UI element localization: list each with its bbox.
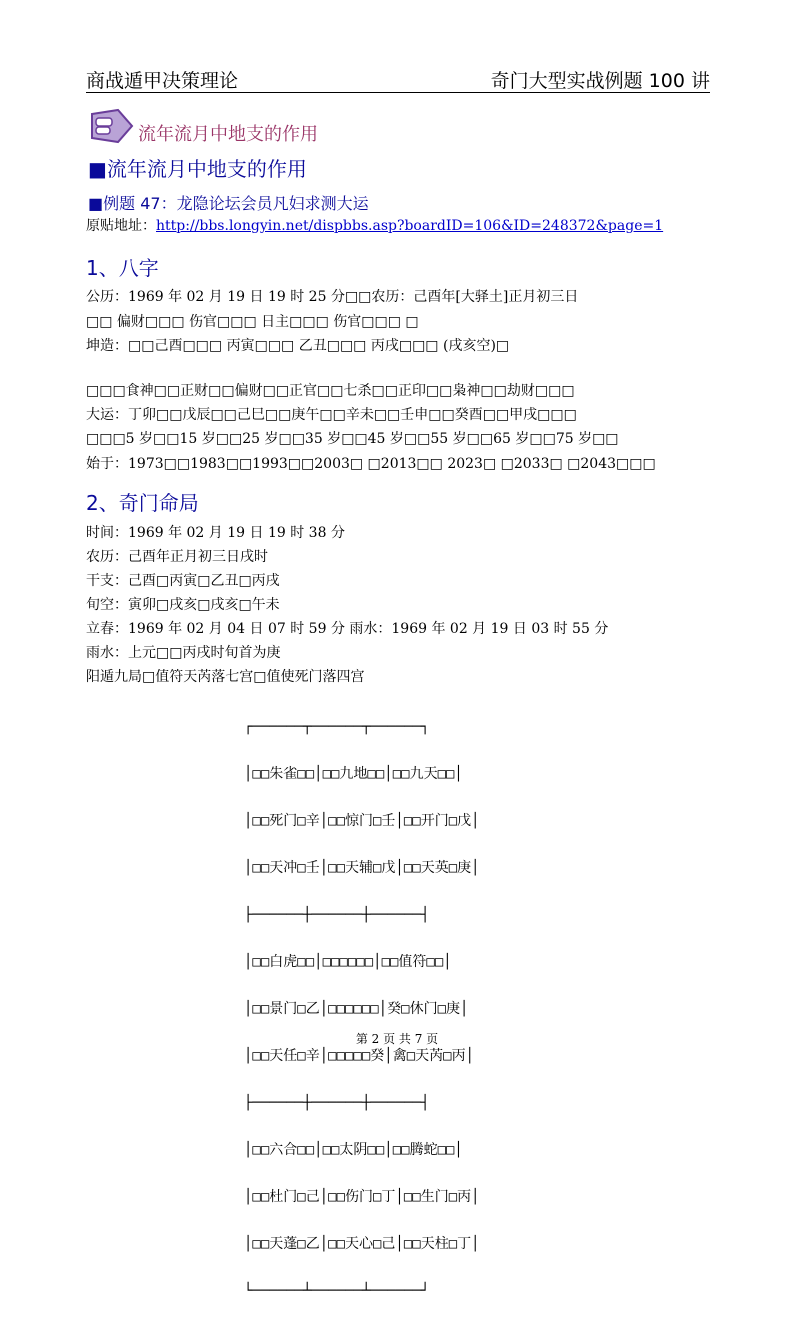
- qimen-line: 农历：己酉年正月初三日戌时: [86, 549, 268, 565]
- qimen-chart-grid: [244, 692, 480, 1327]
- bazi-line: 大运：丁卯□□戊辰□□己巳□□庚午□□辛未□□壬申□□癸酉□□甲戌□□□: [86, 407, 577, 423]
- header-right-title: 奇门大型实战例题 100 讲: [490, 70, 710, 92]
- header-left-title: 商战遁甲决策理论: [86, 70, 239, 92]
- grid-row: ├──────┼──────┼──────┤: [244, 1094, 430, 1111]
- example-heading: ■例题 47：龙隐论坛会员凡妇求测大运: [88, 194, 369, 213]
- grid-row: │□□六合□□│□□太阴□□│□□腾蛇□□│: [244, 1141, 463, 1158]
- section-qimen-title: 2、奇门命局: [86, 491, 199, 515]
- grid-row: │□□杜门□己│□□伤门□丁│□□生门□丙│: [244, 1188, 480, 1205]
- bazi-line: 公历：1969 年 02 月 19 日 19 时 25 分□□农历：己酉年[大驿土]正月初三日: [86, 289, 579, 305]
- grid-row: │□□天冲□壬│□□天辅□戊│□□天英□庚│: [244, 859, 480, 876]
- bazi-line: □□□5 岁□□15 岁□□25 岁□□35 岁□□45 岁□□55 岁□□65 岁□□75 岁□□: [86, 431, 619, 447]
- section-bazi-title: 1、八字: [86, 256, 159, 280]
- grid-row: │□□景门□乙│□□□□□□│癸□休门□庚│: [244, 1000, 469, 1017]
- main-heading: ■流年流月中地支的作用: [88, 157, 307, 181]
- bazi-line: □□□食神□□正财□□偏财□□正官□□七杀□□正印□□枭神□□劫财□□□: [86, 383, 575, 399]
- pointing-hand-icon: [88, 108, 134, 148]
- qimen-line: 雨水：上元□□丙戌时旬首为庚: [86, 645, 281, 661]
- page-header: [86, 66, 710, 93]
- bazi-line: □□ 偏财□□□ 伤官□□□ 日主□□□ 伤官□□□ □: [86, 314, 419, 330]
- grid-row: │□□白虎□□│□□□□□□│□□值符□□│: [244, 953, 452, 970]
- source-label: 原贴地址：: [86, 218, 156, 234]
- grid-row: │□□死门□辛│□□惊门□壬│□□开门□戊│: [244, 812, 480, 829]
- banner-text: 流年流月中地支的作用: [138, 124, 318, 145]
- grid-row: ├──────┼──────┼──────┤: [244, 906, 430, 923]
- source-line: [86, 215, 663, 235]
- qimen-line: 立春：1969 年 02 月 04 日 07 时 59 分 雨水：1969 年 02 月 19 日 03 时 55 分: [86, 621, 609, 637]
- qimen-line: 干支：己酉□丙寅□乙丑□丙戌: [86, 573, 280, 589]
- qimen-line: 时间：1969 年 02 月 19 日 19 时 38 分: [86, 525, 345, 541]
- grid-row: ┌──────┬──────┬──────┐: [244, 718, 430, 735]
- grid-row: └──────┴──────┴──────┘: [244, 1282, 430, 1299]
- grid-row: │□□天蓬□乙│□□天心□己│□□天柱□丁│: [244, 1235, 480, 1252]
- qimen-line: 阳遁九局□值符天芮落七宫□值使死门落四宫: [86, 669, 365, 685]
- bazi-line: 始于：1973□□1983□□1993□□2003□ □2013□□ 2023□ □2033□ □2043□□□: [86, 456, 656, 472]
- page-footer: 第 2 页 共 7 页: [355, 1032, 439, 1046]
- qimen-line: 旬空：寅卯□戌亥□戌亥□午未: [86, 597, 280, 613]
- source-link[interactable]: http://bbs.longyin.net/dispbbs.asp?boardID=106&ID=248372&page=1: [156, 218, 664, 234]
- grid-row: │□□朱雀□□│□□九地□□│□□九天□□│: [244, 765, 463, 782]
- grid-row: │□□天任□辛│□□□□□癸│禽□天芮□丙│: [244, 1047, 475, 1064]
- bazi-line: 坤造：□□己酉□□□ 丙寅□□□ 乙丑□□□ 丙戌□□□ (戌亥空)□: [86, 338, 510, 354]
